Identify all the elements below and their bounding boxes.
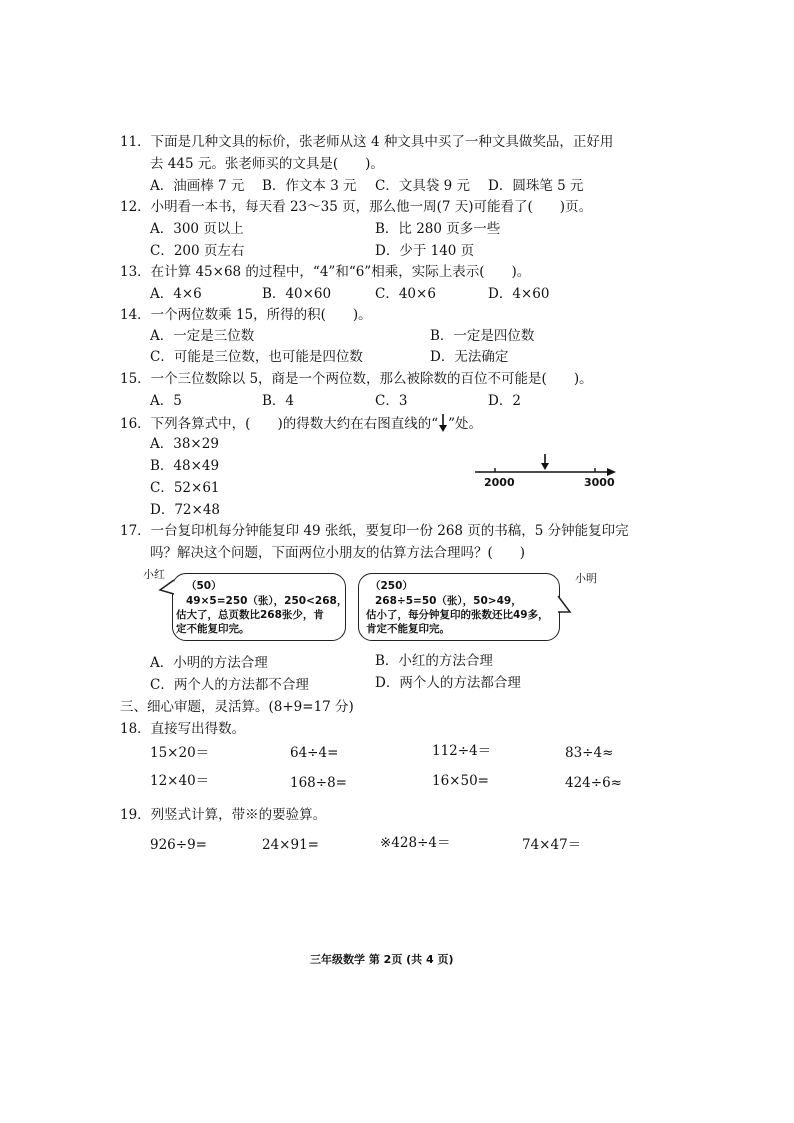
q17-option-d: D．两个人的方法都合理 — [375, 675, 521, 691]
q16-stem-part2: ”处。 — [448, 416, 483, 432]
q12-option-c: C．200 页左右 — [150, 243, 245, 259]
q14-option-a: A．一定是三位数 — [150, 328, 255, 344]
q12-option-d: D．少于 140 页 — [375, 243, 475, 259]
q18-r1-c2: 64÷4= — [290, 745, 339, 761]
q14-stem: 14．一个两位数乘 15，所得的积( )。 — [120, 307, 372, 323]
number-line-label-3000: 3000 — [584, 476, 615, 489]
q16-option-c: C．52×61 — [150, 480, 220, 496]
q19-item-3: ※428÷4＝ — [380, 835, 451, 851]
down-arrow-icon — [438, 413, 448, 433]
q15-option-d: D．2 — [488, 393, 521, 409]
q18-r1-c1: 15×20＝ — [150, 745, 210, 761]
q18-title: 18．直接写出得数。 — [120, 721, 246, 737]
xiaohong-line3: 估大了，总页数比268张少，肯 — [176, 609, 324, 621]
q19-item-2: 24×91= — [262, 837, 319, 853]
q18-r2-c3: 16×50= — [432, 773, 489, 789]
q16-stem-part1: 16．下列各算式中，( )的得数大约在右图直线的“ — [120, 416, 439, 432]
q12-stem: 12．小明看一本书，每天看 23～35 页，那么他一周(7 天)可能看了( )页。 — [120, 199, 593, 215]
q13-option-c: C．40×6 — [375, 286, 436, 302]
section-3-heading: 三、细心审题，灵活算。(8+9=17 分) — [120, 699, 354, 715]
q18-r1-c3: 112÷4＝ — [432, 743, 492, 759]
q19-title: 19．列竖式计算，带※的要验算。 — [120, 807, 327, 823]
q19-item-4: 74×47＝ — [522, 837, 582, 853]
q16-option-d: D．72×48 — [150, 502, 220, 518]
q17-stem-line2: 吗？解决这个问题，下面两位小朋友的估算方法合理吗？( ) — [150, 545, 526, 561]
xiaoming-line3: 估小了，每分钟复印的张数还比49多， — [366, 609, 549, 621]
q16-stem — [120, 413, 482, 433]
q17-option-c: C．两个人的方法都不合理 — [150, 677, 309, 693]
q13-option-a: A．4×6 — [150, 286, 202, 302]
q12-option-b: B．比 280 页多一些 — [375, 221, 501, 237]
q18-r2-c2: 168÷8= — [290, 775, 347, 791]
q11-option-a: A．油画棒 7 元 — [150, 178, 245, 194]
xiaoming-line1: （250） — [370, 580, 413, 592]
xiaoming-name: 小明 — [575, 572, 597, 585]
q11-stem-line2: 去 445 元。张老师买的文具是( )。 — [150, 156, 384, 172]
q16-option-a: A．38×29 — [150, 436, 219, 452]
q17-option-a: A．小明的方法合理 — [150, 655, 268, 671]
xiaohong-bubble-tail — [158, 578, 178, 598]
q18-r2-c4: 424÷6≈ — [565, 775, 622, 791]
xiaohong-name: 小红 — [143, 568, 165, 581]
q19-item-1: 926÷9= — [150, 837, 207, 853]
q17-option-b: B．小红的方法合理 — [375, 653, 493, 669]
number-line-label-2000: 2000 — [484, 476, 515, 489]
xiaohong-line4: 定不能复印完。 — [176, 623, 250, 635]
q11-option-b: B．作文本 3 元 — [262, 178, 357, 194]
q15-option-c: C．3 — [375, 393, 408, 409]
q14-option-c: C．可能是三位数，也可能是四位数 — [150, 349, 363, 365]
q11-stem-line1: 11．下面是几种文具的标价，张老师从这 4 种文具中买了一种文具做奖品，正好用 — [120, 134, 614, 150]
q17-stem-line1: 17．一台复印机每分钟能复印 49 张纸，要复印一份 268 页的书稿，5 分钟能复印完 — [120, 523, 629, 539]
q13-stem: 13．在计算 45×68 的过程中，“4”和“6”相乘，实际上表示( )。 — [120, 264, 531, 280]
xiaohong-line1: （50） — [186, 580, 222, 592]
q15-option-a: A．5 — [150, 393, 182, 409]
q18-r1-c4: 83÷4≈ — [565, 745, 614, 761]
q16-option-b: B．48×49 — [150, 458, 220, 474]
q15-option-b: B．4 — [262, 393, 295, 409]
q11-option-d: D．圆珠笔 5 元 — [488, 178, 584, 194]
xiaoming-line4: 肯定不能复印完。 — [366, 623, 450, 635]
q12-option-a: A．300 页以上 — [150, 221, 244, 237]
page-footer: 三年级数学 第 2页 (共 4 页) — [310, 953, 454, 966]
xiaoming-line2: 268÷5=50（张），50>49， — [375, 595, 522, 607]
q13-option-d: D．4×60 — [488, 286, 550, 302]
xiaoming-bubble-tail — [554, 594, 574, 618]
xiaohong-line2: 49×5=250（张），250<268， — [186, 595, 348, 607]
q13-option-b: B．40×60 — [262, 286, 332, 302]
q11-option-c: C．文具袋 9 元 — [375, 178, 471, 194]
q15-stem: 15．一个三位数除以 5，商是一个两位数，那么被除数的百位不可能是( )。 — [120, 371, 593, 387]
q18-r2-c1: 12×40＝ — [150, 773, 210, 789]
q14-option-b: B．一定是四位数 — [430, 328, 535, 344]
q14-option-d: D．无法确定 — [430, 349, 509, 365]
